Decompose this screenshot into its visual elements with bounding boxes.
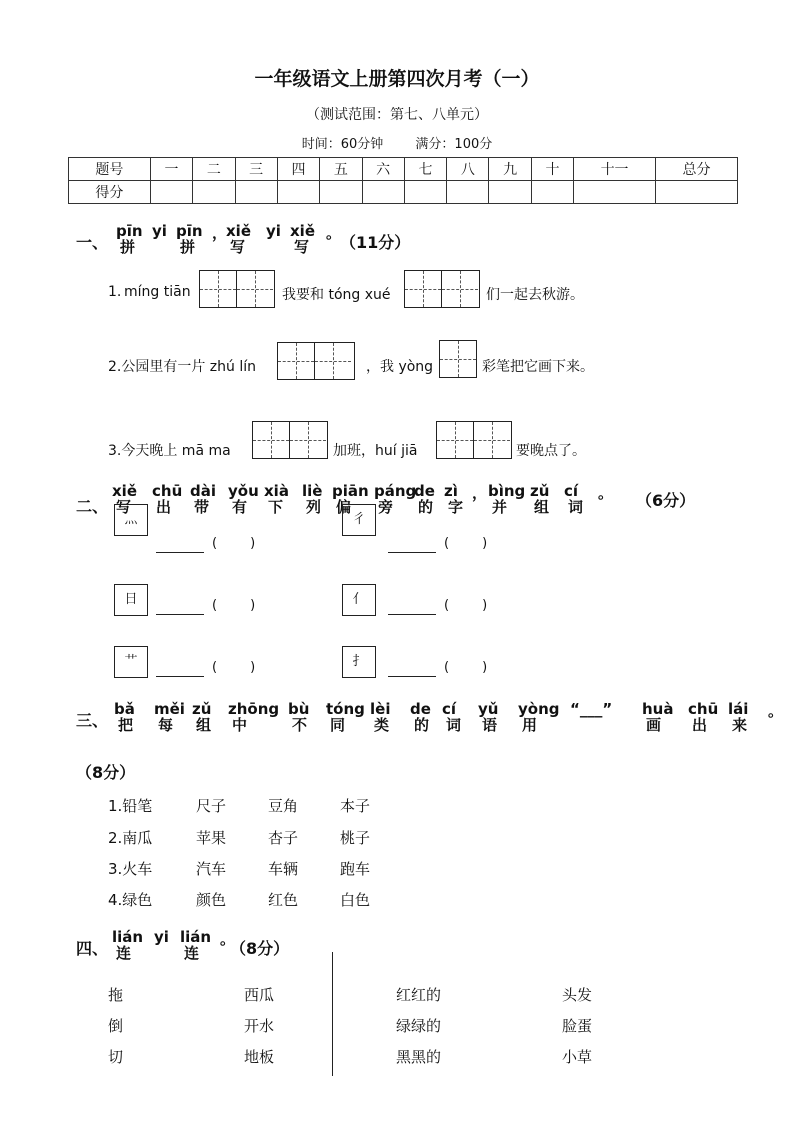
section4-points: （8分） xyxy=(230,939,290,958)
heading-pinyin: pīn xyxy=(116,222,143,240)
heading-pinyin: bìng xyxy=(488,482,526,500)
section3-prefix: 三、 xyxy=(76,711,109,730)
writing-grid-2[interactable] xyxy=(199,270,275,308)
heading-hanzi: 拼 xyxy=(120,238,136,256)
page-subtitle: （测试范围：第七、八单元） xyxy=(306,107,488,123)
heading-pinyin: cí xyxy=(564,482,579,500)
score-cell: 四 xyxy=(277,158,319,181)
score-input-cell[interactable] xyxy=(574,181,656,204)
answer-paren[interactable]: ( ) xyxy=(444,660,488,675)
heading-hanzi: 连 xyxy=(184,944,200,962)
word-item[interactable]: 杏子 xyxy=(268,829,299,847)
heading-pinyin: yǒu xyxy=(228,482,259,500)
match-item[interactable]: 红红的 xyxy=(396,986,442,1004)
answer-blank[interactable] xyxy=(388,600,436,615)
heading-hanzi: 来 xyxy=(732,716,748,734)
heading-hanzi: 每 xyxy=(158,716,174,734)
answer-blank[interactable] xyxy=(156,662,204,677)
heading-pinyin: pīn xyxy=(176,222,203,240)
word-item[interactable]: 苹果 xyxy=(196,829,227,847)
word-item[interactable]: 白色 xyxy=(340,891,371,909)
heading-pinyin: tóng xyxy=(326,700,365,718)
heading-hanzi: 偏 xyxy=(336,498,352,516)
heading-hanzi: 组 xyxy=(534,498,550,516)
heading-hanzi: 把 xyxy=(118,716,134,734)
match-item[interactable]: 黑黑的 xyxy=(396,1048,442,1066)
heading-pinyin: de xyxy=(410,700,431,718)
heading-pinyin: lèi xyxy=(370,700,391,718)
section2-prefix: 二、 xyxy=(76,497,109,516)
heading-hanzi: 出 xyxy=(156,498,172,516)
word-item[interactable]: 4.绿色 xyxy=(108,891,153,909)
match-item[interactable]: 切 xyxy=(108,1048,124,1066)
section3-points: （8分） xyxy=(76,763,136,782)
heading-pinyin: zì xyxy=(444,482,458,500)
word-item[interactable]: 3.火车 xyxy=(108,860,153,878)
score-cell: 八 xyxy=(447,158,489,181)
q1-2-text: 2.公园里有一片 zhú lín xyxy=(108,359,257,375)
radical-box: 艹 xyxy=(114,646,148,678)
q1-3-text-end: 要晚点了。 xyxy=(516,443,586,459)
word-item[interactable]: 红色 xyxy=(268,891,299,909)
heading-pinyin: cí xyxy=(442,700,457,718)
heading-pinyin: yòng xyxy=(518,700,560,718)
answer-blank[interactable] xyxy=(156,600,204,615)
heading-hanzi: 类 xyxy=(374,716,390,734)
radical-box: 亻 xyxy=(342,584,376,616)
heading-pinyin: lái xyxy=(728,700,749,718)
heading-pinyin: dài xyxy=(190,482,217,500)
match-item[interactable]: 头发 xyxy=(562,986,593,1004)
q1-2-text-mid: ，我 yòng xyxy=(366,359,434,375)
heading-hanzi: 拼 xyxy=(180,238,196,256)
heading-pinyin: chū xyxy=(152,482,183,500)
section1-points: （11分） xyxy=(340,233,411,252)
score-row-label: 得分 xyxy=(69,181,151,204)
score-table-score-row xyxy=(69,181,738,204)
heading-pinyin: yi xyxy=(266,222,281,240)
heading-pinyin: liè xyxy=(302,482,323,500)
heading-pinyin: de xyxy=(414,482,435,500)
heading-hanzi: 带 xyxy=(194,498,210,516)
score-cell: 题号 xyxy=(69,158,151,181)
heading-pinyin: chū xyxy=(688,700,719,718)
word-item[interactable]: 颜色 xyxy=(196,891,227,909)
answer-blank[interactable] xyxy=(388,662,436,677)
heading-hanzi: 写 xyxy=(294,238,310,256)
score-cell: 六 xyxy=(362,158,404,181)
heading-pinyin: ， xyxy=(472,484,488,502)
heading-hanzi: 的 xyxy=(414,716,430,734)
heading-hanzi: 有 xyxy=(232,498,248,516)
heading-pinyin: lián xyxy=(112,928,144,946)
score-input-cell[interactable] xyxy=(150,181,192,204)
radical-box: 灬 xyxy=(114,504,148,536)
heading-pinyin: yi xyxy=(154,928,169,946)
heading-hanzi: 写 xyxy=(116,498,132,516)
score-cell: 二 xyxy=(193,158,235,181)
heading-pinyin: zhōng xyxy=(228,700,280,718)
radical-box: 彳 xyxy=(342,504,376,536)
answer-paren[interactable]: ( ) xyxy=(212,660,256,675)
heading-pinyin: “___” xyxy=(570,700,613,718)
heading-pinyin: bǎ xyxy=(114,700,135,718)
heading-pinyin: xiě xyxy=(226,222,251,240)
score-cell: 五 xyxy=(320,158,362,181)
score-table-header-row xyxy=(69,158,738,181)
match-item[interactable]: 小草 xyxy=(562,1048,593,1066)
answer-paren[interactable]: ( ) xyxy=(212,536,256,551)
match-item[interactable]: 绿绿的 xyxy=(396,1017,442,1035)
heading-hanzi: 词 xyxy=(446,716,462,734)
score-input-cell[interactable] xyxy=(277,181,319,204)
heading-pinyin: 。 xyxy=(768,702,784,720)
word-item[interactable]: 桃子 xyxy=(340,829,371,847)
word-item[interactable]: 跑车 xyxy=(340,860,371,878)
match-item[interactable]: 开水 xyxy=(244,1017,275,1035)
answer-blank[interactable] xyxy=(156,538,204,553)
writing-grid-2[interactable] xyxy=(252,421,328,459)
exam-time: 时间：60分钟 xyxy=(301,137,384,152)
heading-pinyin: xiě xyxy=(290,222,315,240)
heading-pinyin: piān xyxy=(332,482,369,500)
page-title: 一年级语文上册第四次月考（一） xyxy=(254,68,540,90)
heading-hanzi: 词 xyxy=(568,498,584,516)
heading-pinyin: bù xyxy=(288,700,310,718)
heading-hanzi: 旁 xyxy=(378,498,394,516)
heading-hanzi: 不 xyxy=(292,716,308,734)
heading-hanzi: 中 xyxy=(232,716,248,734)
heading-pinyin: 。 xyxy=(598,484,614,502)
section2-points: （6分） xyxy=(636,491,696,510)
heading-pinyin: lián xyxy=(180,928,212,946)
heading-hanzi: 语 xyxy=(482,716,498,734)
answer-paren[interactable]: ( ) xyxy=(444,598,488,613)
match-item[interactable]: 脸蛋 xyxy=(562,1017,593,1035)
heading-hanzi: 下 xyxy=(268,498,284,516)
heading-pinyin: zǔ xyxy=(192,700,212,718)
q1-1-text: 我要和 tóng xué xyxy=(282,287,391,303)
answer-paren[interactable]: ( ) xyxy=(212,598,256,613)
word-item[interactable]: 豆角 xyxy=(268,797,299,815)
heading-pinyin: xià xyxy=(264,482,289,500)
q1-3-text: 3.今天晚上 mā ma xyxy=(108,443,231,459)
match-item[interactable]: 西瓜 xyxy=(244,986,275,1004)
heading-pinyin: měi xyxy=(154,700,185,718)
heading-hanzi: 用 xyxy=(522,716,538,734)
heading-hanzi: 组 xyxy=(196,716,212,734)
score-input-cell[interactable] xyxy=(193,181,235,204)
match-item[interactable]: 地板 xyxy=(244,1048,275,1066)
exam-meta xyxy=(0,133,794,152)
heading-hanzi: 连 xyxy=(116,944,132,962)
q1-3-text-mid: 加班，huí jiā xyxy=(333,443,418,459)
q1-1-pinyin: míng tiān xyxy=(124,284,191,300)
score-cell: 十 xyxy=(531,158,573,181)
writing-grid-2[interactable] xyxy=(404,270,480,308)
radical-box: 扌 xyxy=(342,646,376,678)
word-item[interactable]: 车辆 xyxy=(268,860,299,878)
heading-pinyin: yi xyxy=(152,222,167,240)
score-cell: 三 xyxy=(235,158,277,181)
writing-grid-2[interactable] xyxy=(277,342,355,380)
q1-1-text-end: 们一起去秋游。 xyxy=(486,287,584,303)
answer-blank[interactable] xyxy=(388,538,436,553)
score-cell: 九 xyxy=(489,158,531,181)
heading-hanzi: 画 xyxy=(646,716,662,734)
score-cell: 十一 xyxy=(574,158,656,181)
heading-pinyin: ， xyxy=(212,224,228,242)
heading-pinyin: zǔ xyxy=(530,482,550,500)
score-input-cell[interactable] xyxy=(489,181,531,204)
matching-divider xyxy=(332,952,333,1076)
answer-paren[interactable]: ( ) xyxy=(444,536,488,551)
word-item[interactable]: 1.铅笔 xyxy=(108,797,153,815)
word-item[interactable]: 2.南瓜 xyxy=(108,829,153,847)
q1-1-number: 1. xyxy=(108,284,122,300)
heading-hanzi: 并 xyxy=(492,498,508,516)
score-cell: 总分 xyxy=(656,158,738,181)
heading-hanzi: 写 xyxy=(230,238,246,256)
score-input-cell[interactable] xyxy=(447,181,489,204)
score-input-cell[interactable] xyxy=(656,181,738,204)
score-input-cell[interactable] xyxy=(320,181,362,204)
radical-box: 日 xyxy=(114,584,148,616)
word-item[interactable]: 尺子 xyxy=(196,797,227,815)
section1-prefix: 一、 xyxy=(76,233,109,252)
score-cell: 一 xyxy=(150,158,192,181)
writing-grid-1[interactable] xyxy=(439,340,477,378)
heading-pinyin: 。 xyxy=(326,224,342,242)
heading-hanzi: 同 xyxy=(330,716,346,734)
score-cell: 七 xyxy=(404,158,446,181)
heading-pinyin: xiě xyxy=(112,482,137,500)
match-item[interactable]: 倒 xyxy=(108,1017,124,1035)
word-item[interactable]: 汽车 xyxy=(196,860,227,878)
exam-total-score: 满分：100分 xyxy=(415,137,493,152)
heading-hanzi: 的 xyxy=(418,498,434,516)
heading-pinyin: yǔ xyxy=(478,700,499,718)
score-table xyxy=(68,157,738,204)
match-item[interactable]: 拖 xyxy=(108,986,124,1004)
heading-pinyin: páng xyxy=(374,482,417,500)
heading-hanzi: 出 xyxy=(692,716,708,734)
heading-pinyin: 。 xyxy=(220,930,236,948)
score-input-cell[interactable] xyxy=(235,181,277,204)
heading-pinyin: huà xyxy=(642,700,674,718)
section4-prefix: 四、 xyxy=(76,939,109,958)
score-input-cell[interactable] xyxy=(404,181,446,204)
word-item[interactable]: 本子 xyxy=(340,797,371,815)
writing-grid-2[interactable] xyxy=(436,421,512,459)
q1-2-text-end: 彩笔把它画下来。 xyxy=(482,359,594,375)
score-input-cell[interactable] xyxy=(362,181,404,204)
heading-hanzi: 列 xyxy=(306,498,322,516)
heading-hanzi: 字 xyxy=(448,498,464,516)
score-input-cell[interactable] xyxy=(531,181,573,204)
